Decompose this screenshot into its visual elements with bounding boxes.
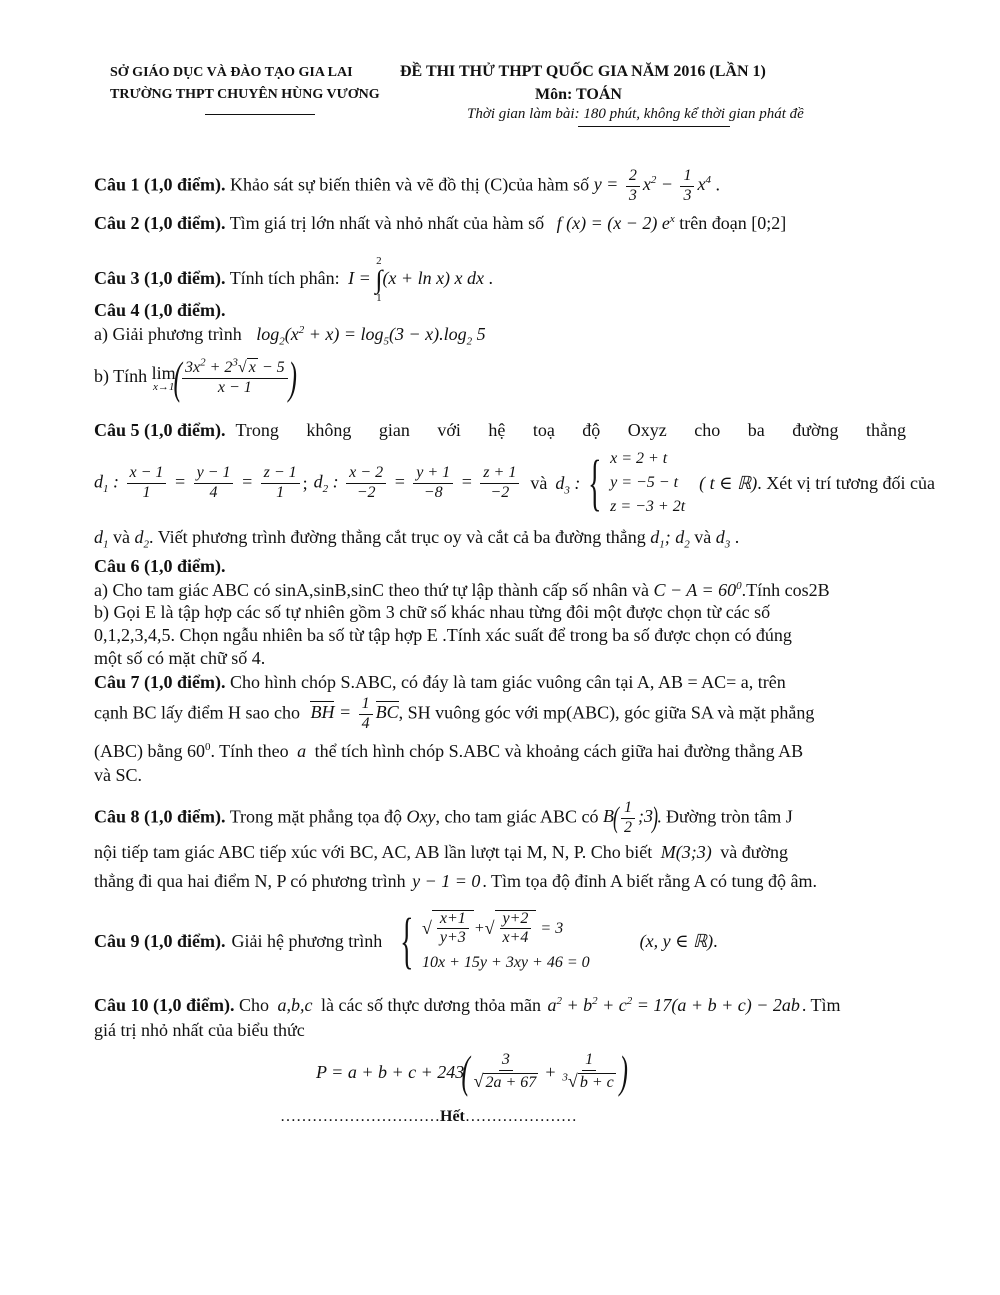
q8-label: Câu 8 (1,0 điểm). [94,806,226,827]
q6-part-b1: b) Gọi E là tập hợp các số tự nhiên gồm 3 chữ số khác nhau từng đôi một được chọn từ các số [94,602,771,622]
q8-point-b: B( $\frac{1}{2}$ ;3) [602,799,658,836]
dept-name: SỞ GIÁO DỤC VÀ ĐÀO TẠO GIA LAI [110,65,353,80]
q1-formula: y = $\frac{2}{3}$ $x^2$ − $\frac{1}{3}$ $x^4$ [593,167,711,204]
q5-and: và [530,472,548,493]
q6-part-a [94,580,830,601]
exam-title: ĐỀ THI THỬ THPT QUỐC GIA NĂM 2016 (LẦN 1) [400,63,766,80]
q5-text: Trong không gian với hệ toạ độ Oxyz cho ba đường thẳng [235,420,906,440]
subject: Môn: TOÁN [535,86,622,103]
q9-text: Giải hệ phương trình [231,930,383,951]
question-3: Câu 3 (1,0 điểm). Tính tích phân: I = 2 ∫ 1 (x + ln x) x dx . [94,255,494,304]
q5-d1: $d_1$ : $\frac{x - 1}{1}$ = $\frac{y - 1}{4}$ = $\frac{z - 1}{1}$ [94,465,303,502]
q10-l1a: Cho [239,995,270,1015]
q6-part-b2: 0,1,2,3,4,5. Chọn ngẫu nhiên ba số từ tập hợp E .Tính xác suất để trong ba số được chọn có đúng [94,625,792,645]
q8-l3b: . Tìm tọa độ đỉnh A biết rằng A có tung độ âm. [482,871,818,891]
question-7-line3: (ABC) bằng $60^0$. Tính theo a thể tích hình chóp S.ABC và khoảng cách giữa hai đường thẳng AB [94,741,804,761]
q4-part-a [94,324,486,348]
question-8-line2: nội tiếp tam giác ABC tiếp xúc với BC, AC, AB lần lượt tại M, N, P. Cho biết M(3;3) và đường [94,842,789,862]
q10-l1b: là các số thực dương thỏa mãn [321,995,541,1015]
question-7-line2 [94,696,814,733]
q7-l3b: . Tính theo [210,741,289,761]
question-10-line1: Câu 10 (1,0 điểm). Cho a,b,c là các số thực dương thỏa mãn $a^2 + b^2 + c^2 = 17(a + b + c) - 2ab$ . Tìm [94,995,841,1015]
school-name: TRƯỜNG THPT CHUYÊN HÙNG VƯƠNG [110,87,380,102]
q3-text: Tính tích phân: [229,268,340,289]
q7-l2a: cạnh BC lấy điểm H sao cho [94,702,300,723]
q7-l3c: thể tích hình chóp S.ABC và khoảng cách giữa hai đường thẳng AB [314,741,804,761]
q8-l3a: thẳng đi qua hai điểm N, P có phương trình [94,871,406,891]
q5-d2: $d_2$ : $\frac{x - 2}{-2}$ = $\frac{y + 1}{-8}$ = $\frac{z + 1}{-2}$ [314,465,523,502]
q7-l3a: (ABC) bằng 60 [94,741,205,761]
q3-label: Câu 3 (1,0 điểm). [94,268,226,289]
q5-label: Câu 5 (1,0 điểm). [94,420,226,440]
q6a-text: a) Cho tam giác ABC có sinA,sinB,sinC theo thứ tự lập thành cấp số nhân và [94,580,649,600]
exam-time: Thời gian làm bài: 180 phút, không kể thời gian phát đề [467,106,804,122]
q4b-formula: lim x→1 ( $\frac{3x^2 + 2^3√ x - 5}{x - 1}$ ) [151,352,297,403]
time-underline [578,126,730,127]
q7-l2b: , SH vuông góc với mp(ABC), góc giữa SA và mặt phẳng [398,702,815,723]
q9-label: Câu 9 (1,0 điểm). [94,930,226,951]
q7-l1: Cho hình chóp S.ABC, có đáy là tam giác vuông cân tại A, AB = AC= a, trên [230,672,786,692]
q10-l1c: . Tìm [801,995,841,1015]
question-8-line1: Câu 8 (1,0 điểm). Trong mặt phẳng tọa độ Oxy, cho tam giác ABC có B( $\frac{1}{2}$ ;3). Đường tròn tâm J [94,799,793,836]
q5-d3: $d_3$ : [555,472,581,497]
question-5-line3: $d_1$ và $d_2$. Viết phương trình đường thẳng cắt trục oy và cắt cả ba đường thẳng $d_1$; $d_2$ và $d_3$ . [94,527,740,551]
q3-formula: I = 2 ∫ 1 (x + ln x) x dx [348,255,485,304]
question-7-line1 [94,672,786,693]
end-text: Hết [440,1108,465,1125]
question-9: Câu 9 (1,0 điểm). Giải hệ phương trình { √ $\frac{x+1}{y+3}$ + √ $\frac{y+2}{x+4}$ = 3 10x + 15y + 3xy + 46 = 0 (x, y ∈ ℝ) . [94,907,718,975]
q2-label: Câu 2 (1,0 điểm). [94,213,226,233]
q4-label: Câu 4 (1,0 điểm). [94,300,226,320]
q9-system: √ $\frac{x+1}{y+3}$ + √ $\frac{y+2}{x+4}$ = 3 10x + 15y + 3xy + 46 = 0 [422,909,590,972]
end-marker: …………………………Hết………………… [280,1108,577,1125]
q6-part-b3: một số có mặt chữ số 4. [94,648,266,668]
q7-label: Câu 7 (1,0 điểm). [94,672,226,692]
q6a-tail: .Tính cos2B [741,580,830,600]
question-1: Câu 1 (1,0 điểm). Khảo sát sự biến thiên và vẽ đồ thị (C)của hàm số y = $\frac{2}{3}$ $x^2$ − $\frac{1}{3}$ $x^4$ . [94,167,720,204]
question-5-lines: $d_1$ : $\frac{x - 1}{1}$ = $\frac{y - 1}{4}$ = $\frac{z - 1}{1}$ ; $d_2$ : $\frac{x - 2}{-2}$ = $\frac{y + 1}{-8}$ = $\frac{z + 1}{-2}$ và $d_3$ : { x = 2 + t y = −5 − t z = −3 + 2t ( t ∈ ℝ) . Xét vị trí tương đối của [94,449,935,517]
q4-part-b [94,352,297,403]
q5-param: ( t ∈ ℝ) [699,472,758,493]
question-8-line3: thẳng đi qua hai điểm N, P có phương trình y − 1 = 0 . Tìm tọa độ đỉnh A biết rằng A có tung độ âm. [94,871,818,891]
question-5-line1 [94,420,906,441]
school-underline [205,114,315,115]
q4a-formula: $\log_2(x^2 + x) = \log_5(3 - x).\log_2$ 5 [256,324,486,348]
q2-formula: f (x) = (x − 2) $e^x$ [556,213,675,233]
q4a-text: a) Giải phương trình [94,324,242,344]
q8-l1c: . Đường tròn tâm J [656,806,793,827]
q10-l2: giá trị nhỏ nhất của biểu thức [94,1020,305,1040]
question-2 [94,213,786,234]
q2-tail: trên đoạn [0;2] [679,213,787,233]
q5-line3: Viết phương trình đường thẳng cắt trục oy và cắt cả ba đường thẳng [157,527,646,547]
q6a-formula: $C - A = 60^0$ [653,580,742,600]
q8-l1b: , cho tam giác ABC có [435,806,599,827]
q6-label: Câu 6 (1,0 điểm). [94,556,226,576]
q7-l4: và SC. [94,765,143,785]
q5-d3-system: x = 2 + t y = −5 − t z = −3 + 2t [610,450,686,515]
q1-text: Khảo sát sự biến thiên và vẽ đồ thị (C)của hàm số [230,174,590,195]
q10-label: Câu 10 (1,0 điểm). [94,995,235,1015]
q5-rel: . Xét vị trí tương đối của [757,472,935,493]
q1-label: Câu 1 (1,0 điểm). [94,174,226,195]
q8-l1a: Trong mặt phẳng tọa độ [229,806,403,827]
q2-text: Tìm giá trị lớn nhất và nhỏ nhất của hàm số [229,213,545,233]
q9-domain: (x, y ∈ ℝ) [639,930,714,951]
q4b-text: b) Tính [94,366,148,387]
q10-expression: P = a + b + c + 243 ( $\frac{3}{√ 2a + 67}$ + $\frac{1}{^3√ b + c}$ ) [316,1046,628,1097]
q7-vector: BH = $\frac{1}{4}$ BC [310,695,399,732]
q8-l2b: và đường [720,842,789,862]
q8-l2a: nội tiếp tam giác ABC tiếp xúc với BC, AC, AB lần lượt tại M, N, P. Cho biết [94,842,653,862]
